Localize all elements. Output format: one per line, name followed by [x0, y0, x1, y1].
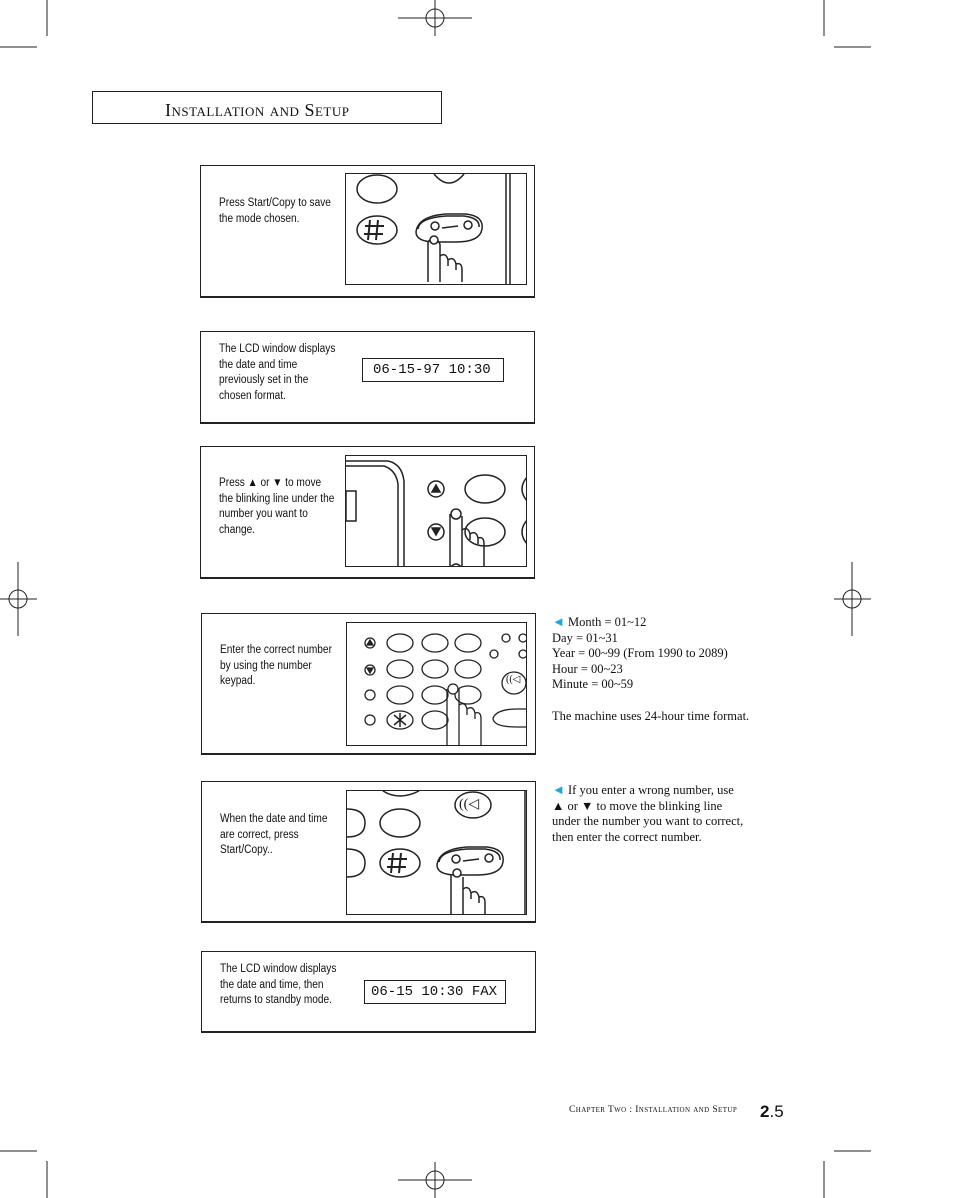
date-range-note: ◄ Month = 01~12 Day = 01~31 Year = 00~99 (From 1990 to 2089) Hour = 00~23 Minute = 00~59 The machine uses 24-hour time format.: [552, 614, 750, 723]
step-4-text: Enter the correct number by using the number keypad.: [220, 644, 332, 687]
speaker-icon-large: ((◁: [459, 797, 480, 812]
start-copy-confirm-illustration: [346, 790, 527, 915]
step-2-text: The LCD window displays the date and time previously set in the chosen format.: [219, 343, 336, 402]
lcd-display-standby: 06-15 10:30 FAX: [364, 980, 506, 1004]
wrong-number-note: ◄ If you enter a wrong number, use ▲ or ▼ to move the blinking line under the number you want to correct, then enter the correct number.: [552, 782, 744, 844]
start-copy-illustration: [345, 173, 527, 285]
step-1-text: Press Start/Copy to save the mode chosen.: [219, 197, 331, 225]
step-6-text: The LCD window displays the date and time, then returns to standby mode.: [220, 963, 337, 1006]
speaker-icon: ((◁: [506, 674, 521, 685]
pointer-arrow-icon: ◄: [552, 782, 565, 797]
up-down-buttons-illustration: [345, 455, 527, 567]
chapter-footer: Chapter Two : Installation and Setup: [569, 1105, 738, 1115]
page-title: Installation and Setup: [165, 100, 350, 120]
pointer-arrow-icon: ◄: [552, 614, 565, 629]
page-number: 2.5: [760, 1102, 784, 1121]
step-5-text: When the date and time are correct, press Start/Copy..: [220, 813, 328, 856]
number-keypad-illustration: [346, 622, 527, 746]
lcd-display-date-time: 06-15-97 10:30: [362, 358, 504, 382]
step-3-text: Press ▲ or ▼ to move the blinking line under the number you want to change.: [219, 477, 335, 536]
